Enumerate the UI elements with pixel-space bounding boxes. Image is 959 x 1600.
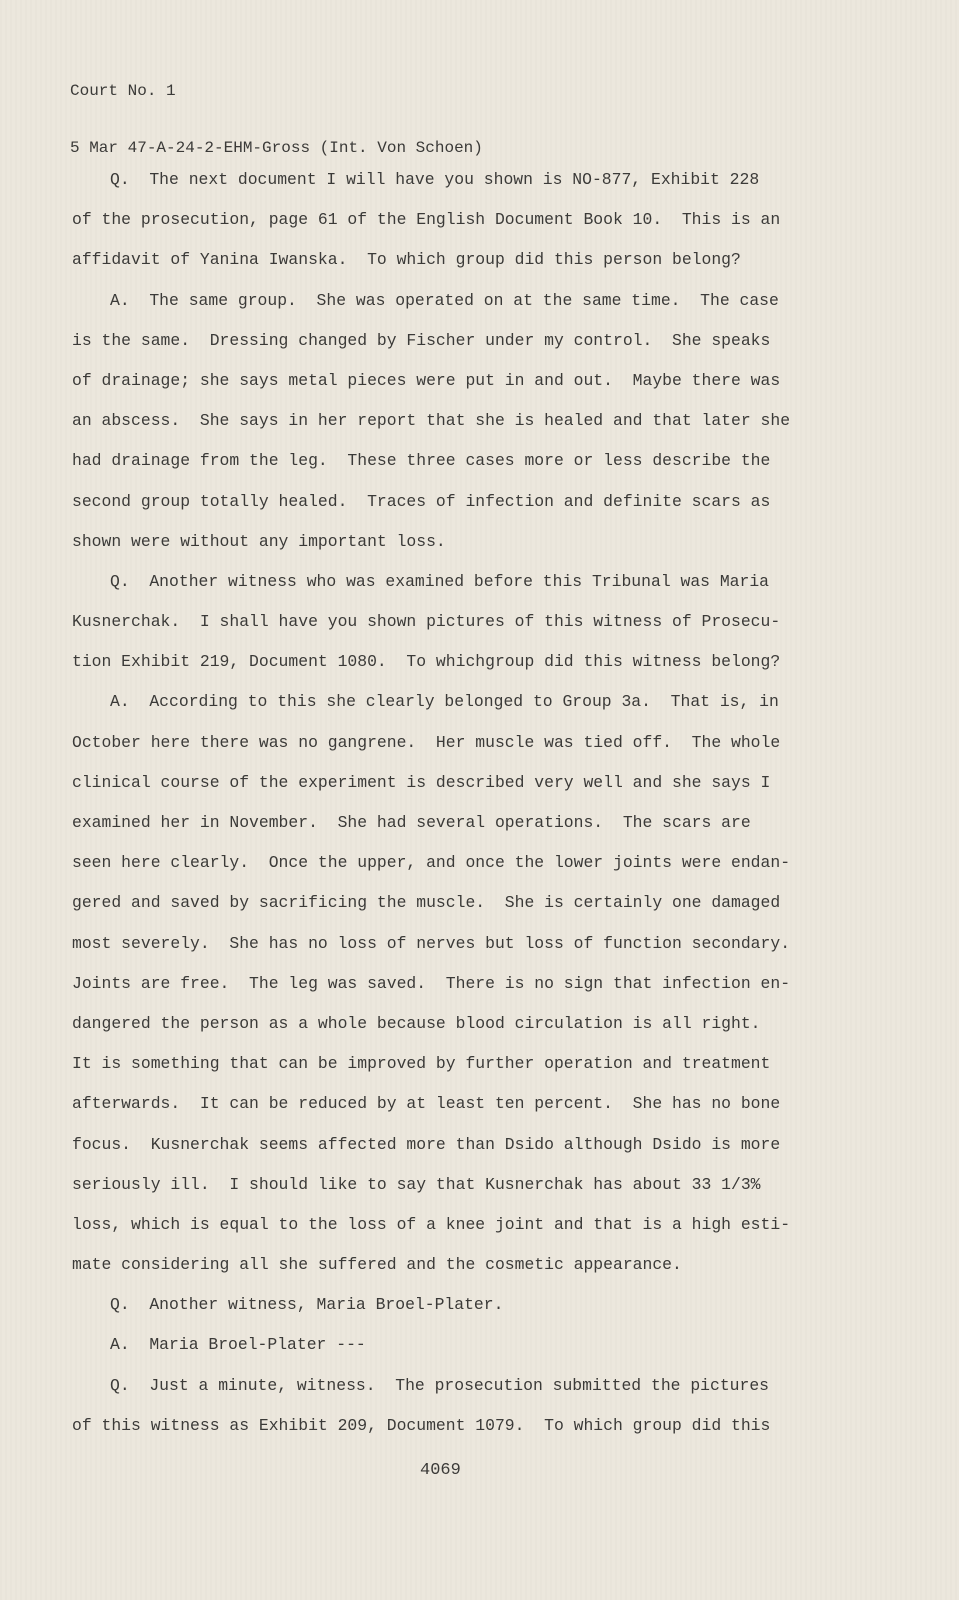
transcript-paragraph	[72, 281, 832, 562]
transcript-body	[72, 160, 832, 1446]
transcript-paragraph	[72, 1366, 832, 1446]
text-line: Q. Another witness who was examined before this Tribunal was Maria	[110, 571, 770, 591]
text-line: clinical course of the experiment is described very well and she says I	[72, 772, 771, 792]
text-line: second group totally healed. Traces of infection and definite scars as	[72, 491, 771, 511]
transcript-paragraph	[72, 160, 832, 281]
text-line: tion Exhibit 219, Document 1080. To whichgroup did this witness belong?	[72, 652, 781, 672]
text-line: affidavit of Yanina Iwanska. To which group did this person belong?	[72, 250, 741, 270]
text-line: had drainage from the leg. These three cases more or less describe the	[72, 451, 771, 471]
text-line: afterwards. It can be reduced by at least ten percent. She has no bone	[72, 1094, 781, 1114]
transcript-paragraph	[72, 1285, 832, 1325]
text-line: an abscess. She says in her report that she is healed and that later she	[72, 411, 791, 431]
text-line: seen here clearly. Once the upper, and once the lower joints were endan-	[72, 853, 791, 873]
court-number: Court No. 1	[70, 82, 176, 100]
text-line: is the same. Dressing changed by Fischer under my control. She speaks	[72, 330, 771, 350]
text-line: of this witness as Exhibit 209, Document 1079. To which group did this	[72, 1415, 771, 1435]
text-line: Kusnerchak. I shall have you shown pictures of this witness of Prosecu-	[72, 612, 781, 632]
text-line: of the prosecution, page 61 of the English Document Book 10. This is an	[72, 210, 781, 230]
text-line: focus. Kusnerchak seems affected more than Dsido although Dsido is more	[72, 1134, 781, 1154]
text-line: mate considering all she suffered and the cosmetic appearance.	[72, 1255, 682, 1275]
text-line: Q. Another witness, Maria Broel-Plater.	[110, 1295, 504, 1315]
text-line: dangered the person as a whole because blood circulation is all right.	[72, 1013, 761, 1033]
text-line: It is something that can be improved by further operation and treatment	[72, 1054, 771, 1074]
text-line: Joints are free. The leg was saved. There is no sign that infection en-	[72, 973, 791, 993]
transcript-paragraph	[72, 562, 832, 683]
transcript-paragraph	[72, 682, 832, 1285]
text-line: shown were without any important loss.	[72, 531, 446, 551]
transcript-paragraph	[72, 1325, 832, 1365]
text-line: Q. Just a minute, witness. The prosecution submitted the pictures	[110, 1375, 770, 1395]
session-reference: 5 Mar 47-A-24-2-EHM-Gross (Int. Von Schoen)	[70, 139, 483, 157]
text-line: most severely. She has no loss of nerves but loss of function secondary.	[72, 933, 791, 953]
text-line: seriously ill. I should like to say that Kusnerchak has about 33 1/3%	[72, 1174, 761, 1194]
text-line: A. According to this she clearly belonged to Group 3a. That is, in	[110, 692, 779, 712]
text-line: examined her in November. She had several operations. The scars are	[72, 813, 751, 832]
text-line: Q. The next document I will have you shown is NO-877, Exhibit 228	[110, 170, 760, 189]
text-line: A. The same group. She was operated on at the same time. The case	[110, 290, 779, 310]
text-line: A. Maria Broel-Plater ---	[110, 1335, 366, 1355]
text-line: of drainage; she says metal pieces were put in and out. Maybe there was	[72, 370, 781, 390]
document-header	[70, 44, 483, 177]
text-line: loss, which is equal to the loss of a knee joint and that is a high esti-	[72, 1214, 791, 1234]
text-line: gered and saved by sacrificing the muscle. She is certainly one damaged	[72, 893, 781, 913]
text-line: October here there was no gangrene. Her muscle was tied off. The whole	[72, 732, 781, 752]
page-number: 4069	[420, 1461, 461, 1480]
